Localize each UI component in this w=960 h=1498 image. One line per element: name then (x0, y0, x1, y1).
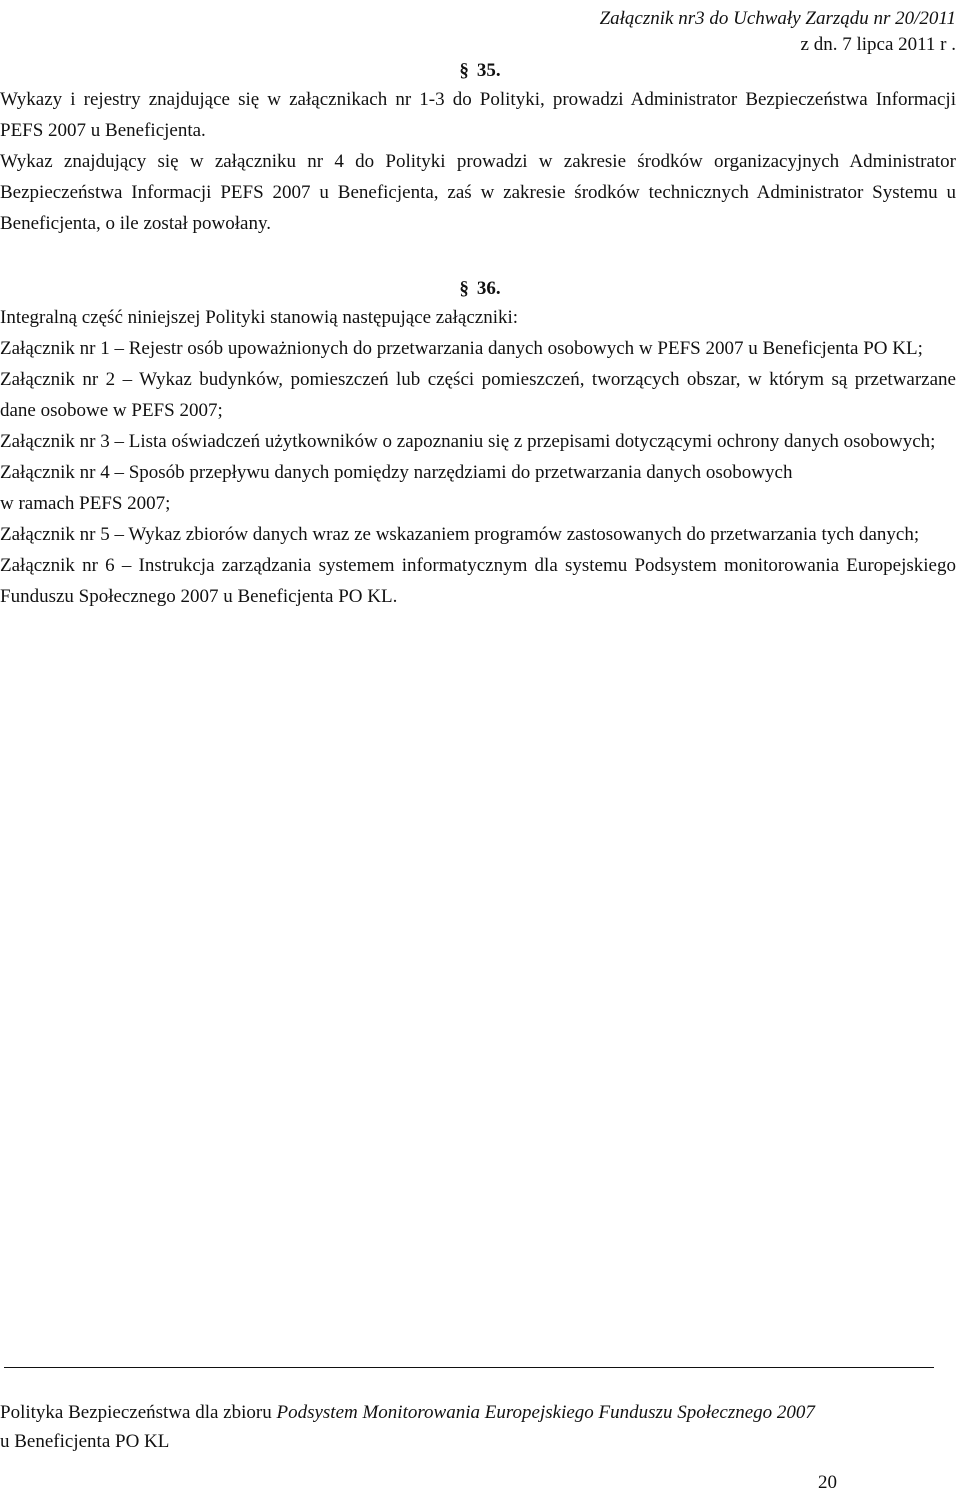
annex-item: Załącznik nr 6 – Instrukcja zarządzania systemem informatycznym dla systemu Podsystem monitorowania Europejskiego Funduszu Społecznego 2007 u Beneficjenta PO KL. (0, 555, 956, 607)
document-header (600, 6, 956, 58)
section-number: 35. (476, 60, 501, 81)
footer-title-italic: Podsystem Monitorowania Europejskiego Funduszu Społecznego 2007 (276, 1402, 815, 1423)
annex-item: Załącznik nr 5 – Wykaz zbiorów danych wraz ze wskazaniem programów zastosowanych do przetwarzania tych danych; (0, 524, 920, 545)
footer-divider (4, 1367, 934, 1368)
section-number: 36. (476, 278, 501, 299)
annex-item: Załącznik nr 1 – Rejestr osób upoważnionych do przetwarzania danych osobowych w PEFS 2007 u Beneficjenta PO KL; (0, 338, 923, 359)
paragraph: Wykazy i rejestry znajdujące się w załącznikach nr 1-3 do Polityki, prowadzi Administrator Bezpieczeństwa Informacji PEFS 2007 u Beneficjenta. (0, 89, 956, 141)
footer-title-prefix: Polityka Bezpieczeństwa dla zbioru (0, 1402, 277, 1423)
section-35 (0, 58, 960, 239)
section-36 (0, 276, 960, 612)
annex-item: Załącznik nr 3 – Lista oświadczeń użytkowników o zapoznaniu się z przepisami dotyczącymi ochrony danych osobowych; (0, 431, 936, 452)
page-number: 20 (818, 1472, 837, 1493)
section-symbol: § (459, 278, 469, 299)
section-intro: Integralną część niniejszej Polityki stanowią następujące załączniki: (0, 307, 519, 328)
footer-title (0, 1398, 960, 1427)
section-heading (0, 276, 960, 302)
annex-item: Załącznik nr 4 – Sposób przepływu danych pomiędzy narzędziami do przetwarzania danych osobowych (0, 462, 793, 483)
document-footer (0, 1398, 960, 1456)
header-date: z dn. 7 lipca 2011 r . (800, 34, 956, 55)
annex-item: Załącznik nr 2 – Wykaz budynków, pomieszczeń lub części pomieszczeń, tworzących obszar, w którym są przetwarzane dane osobowe w PEFS 2007; (0, 369, 956, 421)
header-annex-reference: Załącznik nr3 do Uchwały Zarządu nr 20/2011 (599, 8, 956, 29)
section-heading (0, 58, 960, 84)
paragraph: Wykaz znajdujący się w załączniku nr 4 do Polityki prowadzi w zakresie środków organizacyjnych Administrator Bezpieczeństwa Informacji PEFS 2007 u Beneficjenta, zaś w zakresie środków technicznych Administrator Systemu u Beneficjenta, o ile został powołany. (0, 151, 956, 234)
section-symbol: § (459, 60, 469, 81)
footer-beneficiary: u Beneficjenta PO KL (0, 1431, 170, 1452)
annex-item: w ramach PEFS 2007; (0, 493, 171, 514)
